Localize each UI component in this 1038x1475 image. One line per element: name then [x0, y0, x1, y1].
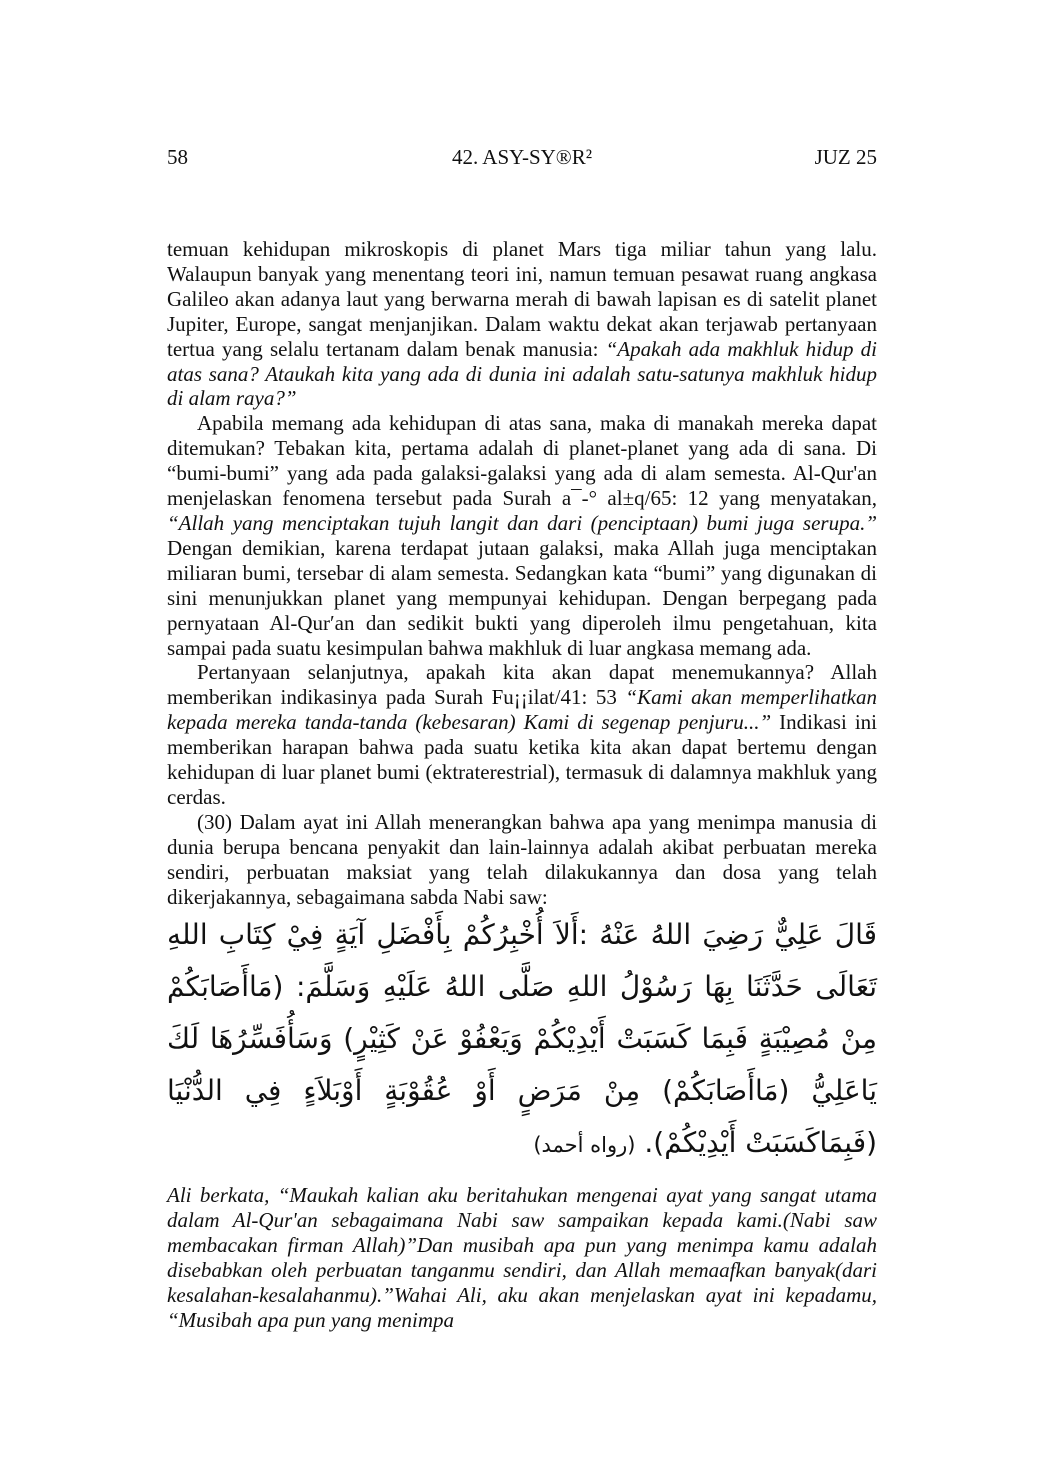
- paragraph-1: [167, 237, 877, 411]
- hadith-source: (رواه أحمد): [533, 1133, 636, 1158]
- paragraph-2-text-a: Apabila memang ada kehidupan di atas sana, maka di manakah mereka dapat ditemukan? Tebakan kita, pertama adalah di planet-planet yang ada di sana. Di “bumi-bumi” yang ada pada galaksi-galaksi yang ada di alam semesta. Al-Qur'an menjelaskan fenomena tersebut pada Surah a¯-° al±q/65: 12 yang menyatakan,: [167, 411, 877, 511]
- paragraph-3-quote: “Kami akan memperlihatkan kepada mereka tanda-tanda (kebesaran) Kami di segenap penjuru...”: [167, 685, 877, 735]
- hadith-arabic: [167, 909, 877, 1171]
- paragraph-2-quote: “Allah yang menciptakan tujuh langit dan dari (penciptaan) bumi juga serupa.”: [167, 510, 877, 535]
- paragraph-4: (30) Dalam ayat ini Allah menerangkan bahwa apa yang menimpa manusia di dunia berupa bencana penyakit dan lain-lainnya adalah akibat perbuatan mereka sendiri, perbuatan maksiat yang telah dilakukannya dan dosa yang telah dikerjakannya, sebagaimana sabda Nabi saw:: [167, 809, 877, 909]
- page-number: 58: [167, 145, 188, 169]
- hadith-translation: Ali berkata, “Maukah kalian aku beritahukan mengenai ayat yang sangat utama dalam Al-Qur'an sebagaimana Nabi saw sampaikan kepada kami.(Nabi saw membacakan firman Allah)”Dan musibah apa pun yang menimpa kamu adalah disebabkan oleh perbuatan tanganmu sendiri, dan Allah memaafkan banyak(dari kesalahan-kesalahanmu).”Wahai Ali, aku akan menjelaskan ayat ini kepadamu, “Musibah apa pun yang menimpa: [167, 1183, 877, 1332]
- juz-label: JUZ 25: [814, 145, 877, 169]
- paragraph-1-quote: “Apakah ada makhluk hidup di atas sana? Ataukah kita yang ada di dunia ini adalah satu-satunya makhluk hidup di alam raya?”: [167, 336, 877, 411]
- paragraph-2: [167, 411, 877, 660]
- page-header: [167, 145, 877, 171]
- hadith-arabic-text: قَالَ عَلِيٌّ رَضِيَ اللهُ عَنْهُ :أَلاَ أُخْبِرُكُمْ بِأَفْضَلِ آيَةٍ فِيْ كِتَابِ اللهِ تَعَالَى حَدَّثَنَا بِهَا رَسُوْلُ اللهِ صَلَّى اللهُ عَلَيْهِ وَسَلَّمَ: (مَاأَصَابَكُمْ مِنْ مُصِيْبَةٍ فَبِمَا كَسَبَتْ أَيْدِيْكُمْ وَيَعْفُوْ عَنْ كَثِيْرٍ) وَسَأُفَسِّرُهَا لَكَ يَاعَلِيُّ (مَاأَصَابَكُمْ) مِنْ مَرَضٍ أَوْ عُقُوْبَةٍ أَوْبَلاَءٍ فِي الدُّنْيَا (فَبِمَاكَسَبَتْ أَيْدِيْكُمْ).: [167, 918, 877, 1160]
- page-body: [167, 237, 877, 1333]
- paragraph-3-text-a: Pertanyaan selanjutnya, apakah kita akan dapat menemukannya? Allah memberikan indikasinya pada Surah Fu¡¡ilat/41: 53: [167, 660, 877, 710]
- surah-title: 42. ASY-SY®R²: [451, 145, 593, 169]
- paragraph-3-text-b: Indikasi ini memberikan harapan bahwa pada suatu ketika kita akan dapat bertemu dengan kehidupan di luar planet bumi (ektraterestrial), termasuk di dalamnya makhluk yang cerdas.: [167, 710, 877, 809]
- paragraph-2-text-b: Dengan demikian, karena terdapat jutaan galaksi, maka Allah juga menciptakan miliaran bumi, tersebar di alam semesta. Sedangkan kata “bumi” yang digunakan di sini menunjukkan planet yang mempunyai kehidupan. Dengan berpegang pada pernyataan Al-Qur′an dan sedikit bukti yang diperoleh ilmu pengetahuan, kita sampai pada suatu kesimpulan bahwa makhluk di luar angkasa memang ada.: [167, 535, 877, 660]
- paragraph-1-text: temuan kehidupan mikroskopis di planet Mars tiga miliar tahun yang lalu. Walaupun banyak yang menentang teori ini, namun temuan pesawat ruang angkasa Galileo akan adanya laut yang berwarna merah di bawah lapisan es di satelit planet Jupiter, Europe, sangat menjanjikan. Dalam waktu dekat akan terjawab pertanyaan tertua yang selalu tertanam dalam benak manusia:: [167, 237, 877, 361]
- paragraph-3: [167, 660, 877, 809]
